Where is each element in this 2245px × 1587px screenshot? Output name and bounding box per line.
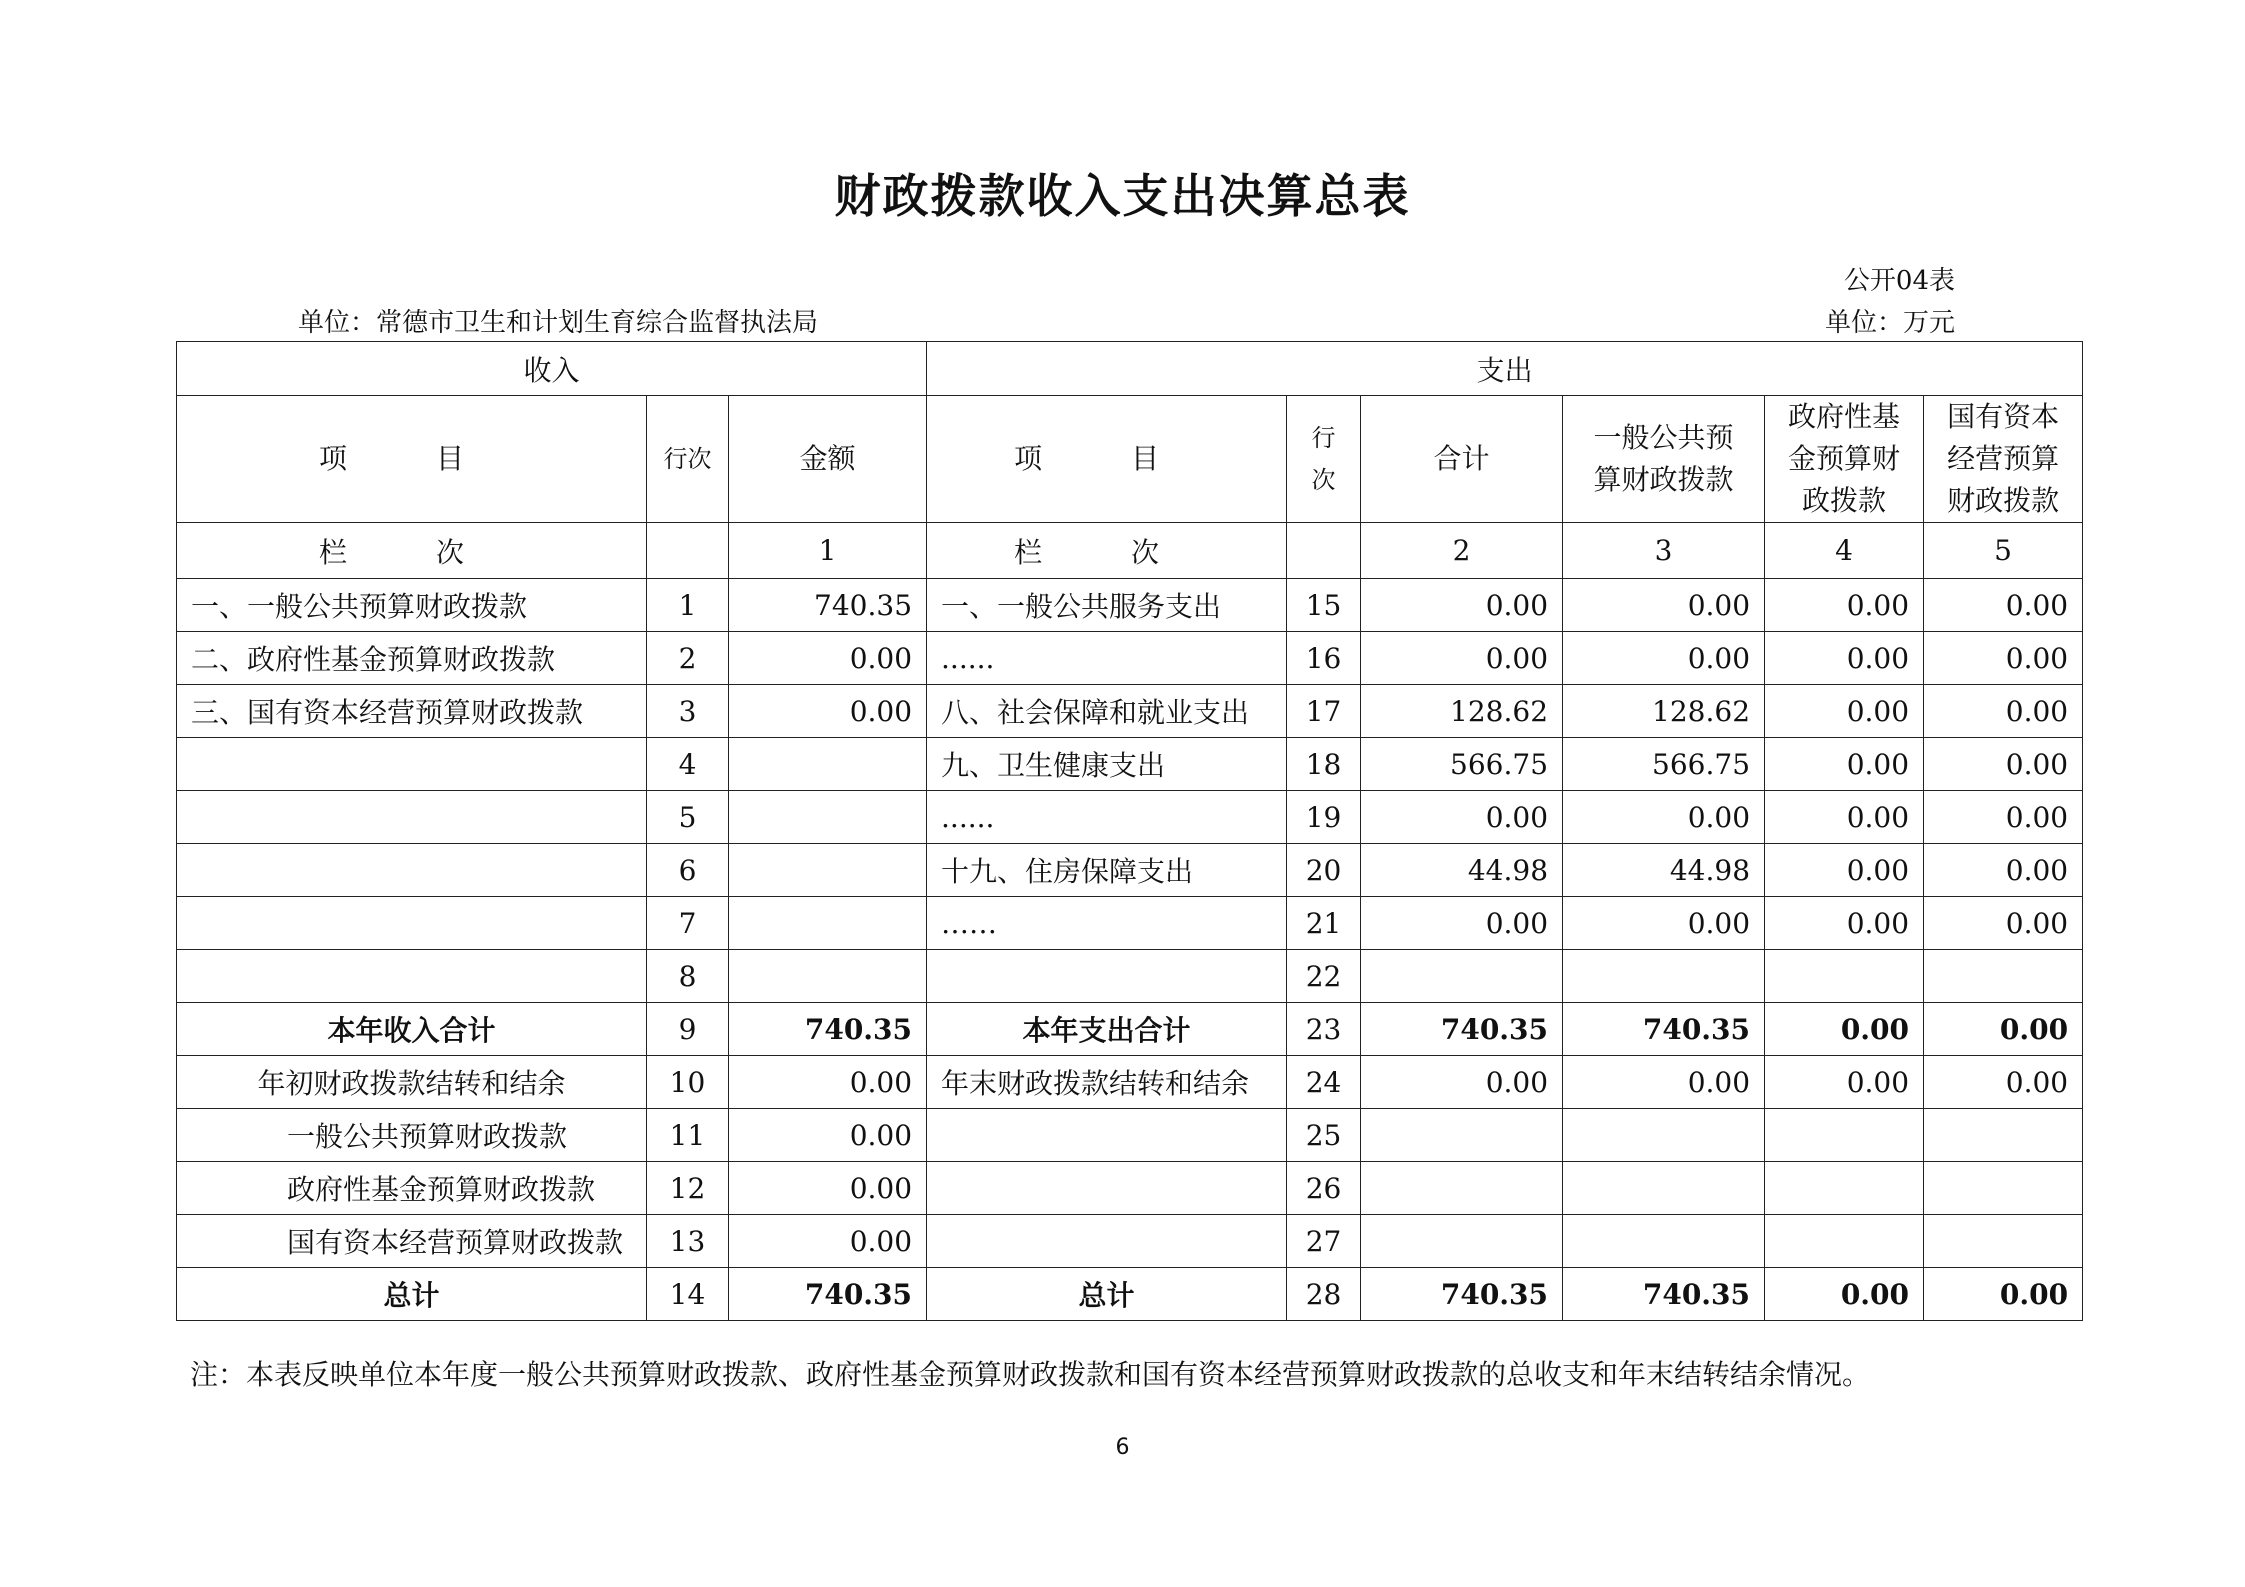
expense-state: [1924, 1215, 2083, 1268]
income-lan-col1: 1: [729, 523, 927, 579]
expense-fund: 0.00: [1765, 685, 1924, 738]
expense-state: 0.00: [1924, 897, 2083, 950]
expense-rowno: 27: [1287, 1215, 1361, 1268]
expense-general: [1563, 1162, 1765, 1215]
table-row: [177, 685, 2083, 738]
income-item: [177, 738, 647, 791]
income-amount: [729, 844, 927, 897]
expense-general: 44.98: [1563, 844, 1765, 897]
income-rowno: 9: [647, 1003, 729, 1056]
expense-general: 740.35: [1563, 1268, 1765, 1321]
income-item: [177, 897, 647, 950]
income-grand-total-label: 总计: [177, 1268, 647, 1321]
expense-total: [1361, 1162, 1563, 1215]
expense-state: 0.00: [1924, 791, 2083, 844]
expense-rowno: 16: [1287, 632, 1361, 685]
expense-rowno: 19: [1287, 791, 1361, 844]
expense-rowno-header: 行次: [1287, 396, 1361, 523]
income-item-header: 项 目: [177, 396, 647, 523]
lan-col5: 5: [1924, 523, 2083, 579]
expense-item: 一、一般公共服务支出: [927, 579, 1287, 632]
expense-total: [1361, 1215, 1563, 1268]
income-item: 三、国有资本经营预算财政拨款: [177, 685, 647, 738]
expense-state: 0.00: [1924, 579, 2083, 632]
income-rowno: 11: [647, 1109, 729, 1162]
income-item: 二、政府性基金预算财政拨款: [177, 632, 647, 685]
form-number: 公开04表: [1843, 266, 1955, 296]
expense-item: [927, 1109, 1287, 1162]
income-amount-header: 金额: [729, 396, 927, 523]
table-row: [177, 1215, 2083, 1268]
income-rowno: 13: [647, 1215, 729, 1268]
expense-state: 0.00: [1924, 1056, 2083, 1109]
expense-item: 九、卫生健康支出: [927, 738, 1287, 791]
expense-item: 八、社会保障和就业支出: [927, 685, 1287, 738]
expense-item: [927, 950, 1287, 1003]
income-rowno: 14: [647, 1268, 729, 1321]
subtotal-row: [177, 1003, 2083, 1056]
expense-total: 0.00: [1361, 791, 1563, 844]
expense-lan-label: 栏 次: [927, 523, 1287, 579]
expense-item: ......: [927, 632, 1287, 685]
table-row: [177, 632, 2083, 685]
income-item: [177, 844, 647, 897]
expense-general: 0.00: [1563, 897, 1765, 950]
income-rowno: 5: [647, 791, 729, 844]
expense-total: 740.35: [1361, 1003, 1563, 1056]
table-row: [177, 738, 2083, 791]
income-amount: 0.00: [729, 685, 927, 738]
income-rowno: 1: [647, 579, 729, 632]
expense-general: 128.62: [1563, 685, 1765, 738]
expense-fund: 0.00: [1765, 844, 1924, 897]
appropriation-table: [176, 341, 2083, 1321]
expense-state: 0.00: [1924, 1003, 2083, 1056]
expense-state: [1924, 1162, 2083, 1215]
total-header: 合计: [1361, 396, 1563, 523]
expense-state: 0.00: [1924, 738, 2083, 791]
expense-rowno: 26: [1287, 1162, 1361, 1215]
expense-state: 0.00: [1924, 1268, 2083, 1321]
general-budget-header: 一般公共预算财政拨款: [1563, 396, 1765, 523]
expense-general: 566.75: [1563, 738, 1765, 791]
expense-general: [1563, 1109, 1765, 1162]
expense-state: 0.00: [1924, 632, 2083, 685]
income-rowno: 7: [647, 897, 729, 950]
expense-general: [1563, 950, 1765, 1003]
table-row: [177, 1109, 2083, 1162]
income-item: 国有资本经营预算财政拨款: [177, 1215, 647, 1268]
table-row: [177, 844, 2083, 897]
expense-grand-total-label: 总计: [927, 1268, 1287, 1321]
table-row: [177, 897, 2083, 950]
expense-general: 740.35: [1563, 1003, 1765, 1056]
income-amount: 740.35: [729, 579, 927, 632]
expense-general: 0.00: [1563, 632, 1765, 685]
section-header-row: [177, 342, 2083, 396]
expense-item: 十九、住房保障支出: [927, 844, 1287, 897]
expense-fund: 0.00: [1765, 1003, 1924, 1056]
table-row: [177, 791, 2083, 844]
expense-item: 年末财政拨款结转和结余: [927, 1056, 1287, 1109]
income-amount: 0.00: [729, 1215, 927, 1268]
expense-fund: [1765, 1215, 1924, 1268]
expense-rowno: 28: [1287, 1268, 1361, 1321]
expense-rowno: 23: [1287, 1003, 1361, 1056]
income-amount: 0.00: [729, 1109, 927, 1162]
expense-total: [1361, 950, 1563, 1003]
income-item: [177, 791, 647, 844]
income-rowno: 8: [647, 950, 729, 1003]
expense-rowno: 15: [1287, 579, 1361, 632]
expense-fund: [1765, 1162, 1924, 1215]
income-subtotal-label: 本年收入合计: [177, 1003, 647, 1056]
expense-fund: 0.00: [1765, 897, 1924, 950]
expense-state: 0.00: [1924, 844, 2083, 897]
expense-rowno: 21: [1287, 897, 1361, 950]
income-amount: [729, 738, 927, 791]
expense-total: 44.98: [1361, 844, 1563, 897]
expense-rowno: 18: [1287, 738, 1361, 791]
expense-total: 740.35: [1361, 1268, 1563, 1321]
state-capital-header: 国有资本经营预算财政拨款: [1924, 396, 2083, 523]
table-row: [177, 1056, 2083, 1109]
page-number: 6: [1115, 1435, 1130, 1460]
income-rowno: 4: [647, 738, 729, 791]
expense-lan-rowno: [1287, 523, 1361, 579]
income-amount: [729, 897, 927, 950]
expense-state: [1924, 950, 2083, 1003]
lan-col4: 4: [1765, 523, 1924, 579]
expense-total: 0.00: [1361, 897, 1563, 950]
expense-item: ......: [927, 791, 1287, 844]
expense-item: [927, 1162, 1287, 1215]
expense-fund: [1765, 1109, 1924, 1162]
table-row: [177, 579, 2083, 632]
expense-rowno: 24: [1287, 1056, 1361, 1109]
expense-general: 0.00: [1563, 791, 1765, 844]
table-row: [177, 950, 2083, 1003]
expense-rowno: 17: [1287, 685, 1361, 738]
income-item: 一般公共预算财政拨款: [177, 1109, 647, 1162]
grand-total-row: [177, 1268, 2083, 1321]
income-item: [177, 950, 647, 1003]
income-amount: 0.00: [729, 1162, 927, 1215]
income-rowno: 6: [647, 844, 729, 897]
income-item: 政府性基金预算财政拨款: [177, 1162, 647, 1215]
income-amount: [729, 950, 927, 1003]
income-amount: 0.00: [729, 1056, 927, 1109]
expense-subtotal-label: 本年支出合计: [927, 1003, 1287, 1056]
income-grand-total-amount: 740.35: [729, 1268, 927, 1321]
fund-budget-header: 政府性基金预算财政拨款: [1765, 396, 1924, 523]
income-rowno-header: 行次: [647, 396, 729, 523]
expense-general: [1563, 1215, 1765, 1268]
table-note: 注：本表反映单位本年度一般公共预算财政拨款、政府性基金预算财政拨款和国有资本经营预算财政拨款的总收支和年末结转结余情况。: [190, 1358, 1871, 1391]
expense-total: [1361, 1109, 1563, 1162]
expense-rowno: 20: [1287, 844, 1361, 897]
expense-general: 0.00: [1563, 1056, 1765, 1109]
lan-col2: 2: [1361, 523, 1563, 579]
column-header-row: [177, 396, 2083, 523]
expense-fund: 0.00: [1765, 738, 1924, 791]
unit-organization: 单位：常德市卫生和计划生育综合监督执法局: [298, 308, 819, 338]
income-amount: [729, 791, 927, 844]
expense-total: 0.00: [1361, 1056, 1563, 1109]
income-subtotal-amount: 740.35: [729, 1003, 927, 1056]
expense-general: 0.00: [1563, 579, 1765, 632]
income-rowno: 10: [647, 1056, 729, 1109]
expense-total: 128.62: [1361, 685, 1563, 738]
expense-total: 0.00: [1361, 579, 1563, 632]
expense-fund: 0.00: [1765, 1056, 1924, 1109]
income-rowno: 12: [647, 1162, 729, 1215]
expense-fund: 0.00: [1765, 632, 1924, 685]
lan-col3: 3: [1563, 523, 1765, 579]
expense-fund: [1765, 950, 1924, 1003]
income-item: 一、一般公共预算财政拨款: [177, 579, 647, 632]
expense-state: 0.00: [1924, 685, 2083, 738]
expense-fund: 0.00: [1765, 1268, 1924, 1321]
page-title: 财政拨款收入支出决算总表: [834, 169, 1411, 223]
income-lan-rowno: [647, 523, 729, 579]
expense-rowno: 25: [1287, 1109, 1361, 1162]
expense-total: 0.00: [1361, 632, 1563, 685]
expense-fund: 0.00: [1765, 579, 1924, 632]
expense-item: ……: [927, 897, 1287, 950]
expense-fund: 0.00: [1765, 791, 1924, 844]
income-lan-label: 栏 次: [177, 523, 647, 579]
income-item: 年初财政拨款结转和结余: [177, 1056, 647, 1109]
expense-total: 566.75: [1361, 738, 1563, 791]
unit-currency: 单位：万元: [1824, 308, 1955, 338]
income-rowno: 2: [647, 632, 729, 685]
table-row: [177, 1162, 2083, 1215]
expense-item: [927, 1215, 1287, 1268]
income-rowno: 3: [647, 685, 729, 738]
income-amount: 0.00: [729, 632, 927, 685]
expense-state: [1924, 1109, 2083, 1162]
income-header: 收入: [177, 342, 927, 396]
column-number-row: [177, 523, 2083, 579]
expense-rowno: 22: [1287, 950, 1361, 1003]
expense-item-header: 项 目: [927, 396, 1287, 523]
expense-header: 支出: [927, 342, 2083, 396]
